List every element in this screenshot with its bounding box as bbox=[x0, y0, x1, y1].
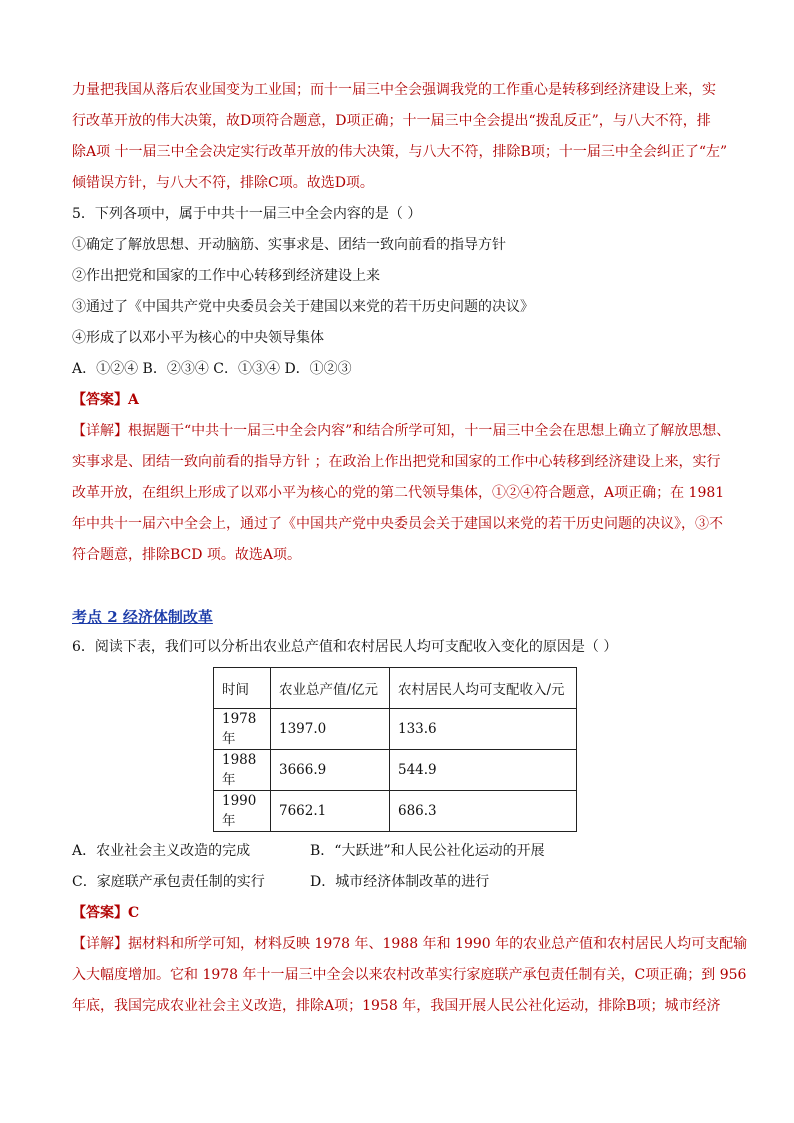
q5-explain-line: 实事求是、团结一致向前看的指导方针 ；在政治上作出把党和国家的工作中心转移到经济建设上来，实行 bbox=[72, 454, 721, 470]
explain-line: 除A项 十一届三中全会决定实行改革开放的伟大决策，与八大不符，排除B项；十一届三中全会纠正了“左” bbox=[72, 144, 728, 160]
table-cell: 133.6 bbox=[390, 709, 577, 750]
data-table bbox=[213, 667, 577, 832]
q5-explain-line: 【详解】根据题干“中共十一届三中全会内容”和结合所学可知，十一届三中全会在思想上确立了解放思想、 bbox=[72, 423, 731, 439]
table-header-cell: 农业总产值/亿元 bbox=[271, 668, 390, 709]
question-5-stem: 5．下列各项中，属于中共十一届三中全会内容的是（ ） bbox=[72, 206, 422, 222]
table-header-cell: 时间 bbox=[214, 668, 271, 709]
q5-item-4: ④形成了以邓小平为核心的中央领导集体 bbox=[72, 330, 324, 346]
q5-item-1: ①确定了解放思想、开动脑筋、实事求是、团结一致向前看的指导方针 bbox=[72, 237, 506, 253]
q6-answer: 【答案】C bbox=[72, 905, 140, 921]
q6-option-d: D．城市经济体制改革的进行 bbox=[310, 874, 490, 890]
q5-item-2: ②作出把党和国家的工作中心转移到经济建设上来 bbox=[72, 268, 380, 284]
table-cell: 1978 年 bbox=[214, 709, 271, 750]
table-cell: 3666.9 bbox=[271, 750, 390, 791]
q5-options: A．①②④ B．②③④ C．①③④ D．①②③ bbox=[72, 361, 352, 377]
section-heading: 考点 2 经济体制改革 bbox=[72, 608, 213, 626]
table-header-cell: 农村居民人均可支配收入/元 bbox=[390, 668, 577, 709]
table-cell: 1397.0 bbox=[271, 709, 390, 750]
q6-option-a: A．农业社会主义改造的完成 bbox=[72, 843, 251, 859]
table-row bbox=[214, 709, 577, 750]
q6-option-c: C．家庭联产承包责任制的实行 bbox=[72, 874, 265, 890]
explain-line: 力量把我国从落后农业国变为工业国；而十一届三中全会强调我党的工作重心是转移到经济建设上来，实 bbox=[72, 82, 716, 98]
explain-line: 行改革开放的伟大决策，故D项符合题意，D项正确；十一届三中全会提出“拨乱反正”，与八大不符，排 bbox=[72, 113, 711, 129]
q6-explain-line: 入大幅度增加。它和 1978 年十一届三中全会以来农村改革实行家庭联产承包责任制有关，C项正确；到 956 bbox=[72, 967, 747, 983]
table-cell: 1988 年 bbox=[214, 750, 271, 791]
q6-explain-line: 年底，我国完成农业社会主义改造，排除A项；1958 年，我国开展人民公社化运动，排除B项；城市经济 bbox=[72, 998, 721, 1014]
q5-explain-line: 年中共十一届六中全会上，通过了《中国共产党中央委员会关于建国以来党的若干历史问题的决议》，③不 bbox=[72, 516, 723, 532]
q6-option-b: B．“大跃进”和人民公社化运动的开展 bbox=[310, 843, 545, 859]
table-row bbox=[214, 791, 577, 832]
table-cell: 686.3 bbox=[390, 791, 577, 832]
table-row bbox=[214, 750, 577, 791]
q5-explain-line: 符合题意，排除BCD 项。故选A项。 bbox=[72, 547, 302, 563]
table-cell: 544.9 bbox=[390, 750, 577, 791]
explain-line: 倾错误方针，与八大不符，排除C项。故选D项。 bbox=[72, 175, 374, 191]
q6-explain-line: 【详解】据材料和所学可知，材料反映 1978 年、1988 年和 1990 年的农业总产值和农村居民人均可支配输 bbox=[72, 936, 748, 952]
q5-answer: 【答案】A bbox=[72, 392, 139, 408]
q5-item-3: ③通过了《中国共产党中央委员会关于建国以来党的若干历史问题的决议》 bbox=[72, 299, 534, 315]
table-header-row bbox=[214, 668, 577, 709]
table-cell: 1990 年 bbox=[214, 791, 271, 832]
table-cell: 7662.1 bbox=[271, 791, 390, 832]
question-6-stem: 6．阅读下表，我们可以分析出农业总产值和农村居民人均可支配收入变化的原因是（ ） bbox=[72, 639, 618, 655]
q5-explain-line: 改革开放，在组织上形成了以邓小平为核心的党的第二代领导集体，①②④符合题意，A项正确；在 1981 bbox=[72, 485, 725, 501]
